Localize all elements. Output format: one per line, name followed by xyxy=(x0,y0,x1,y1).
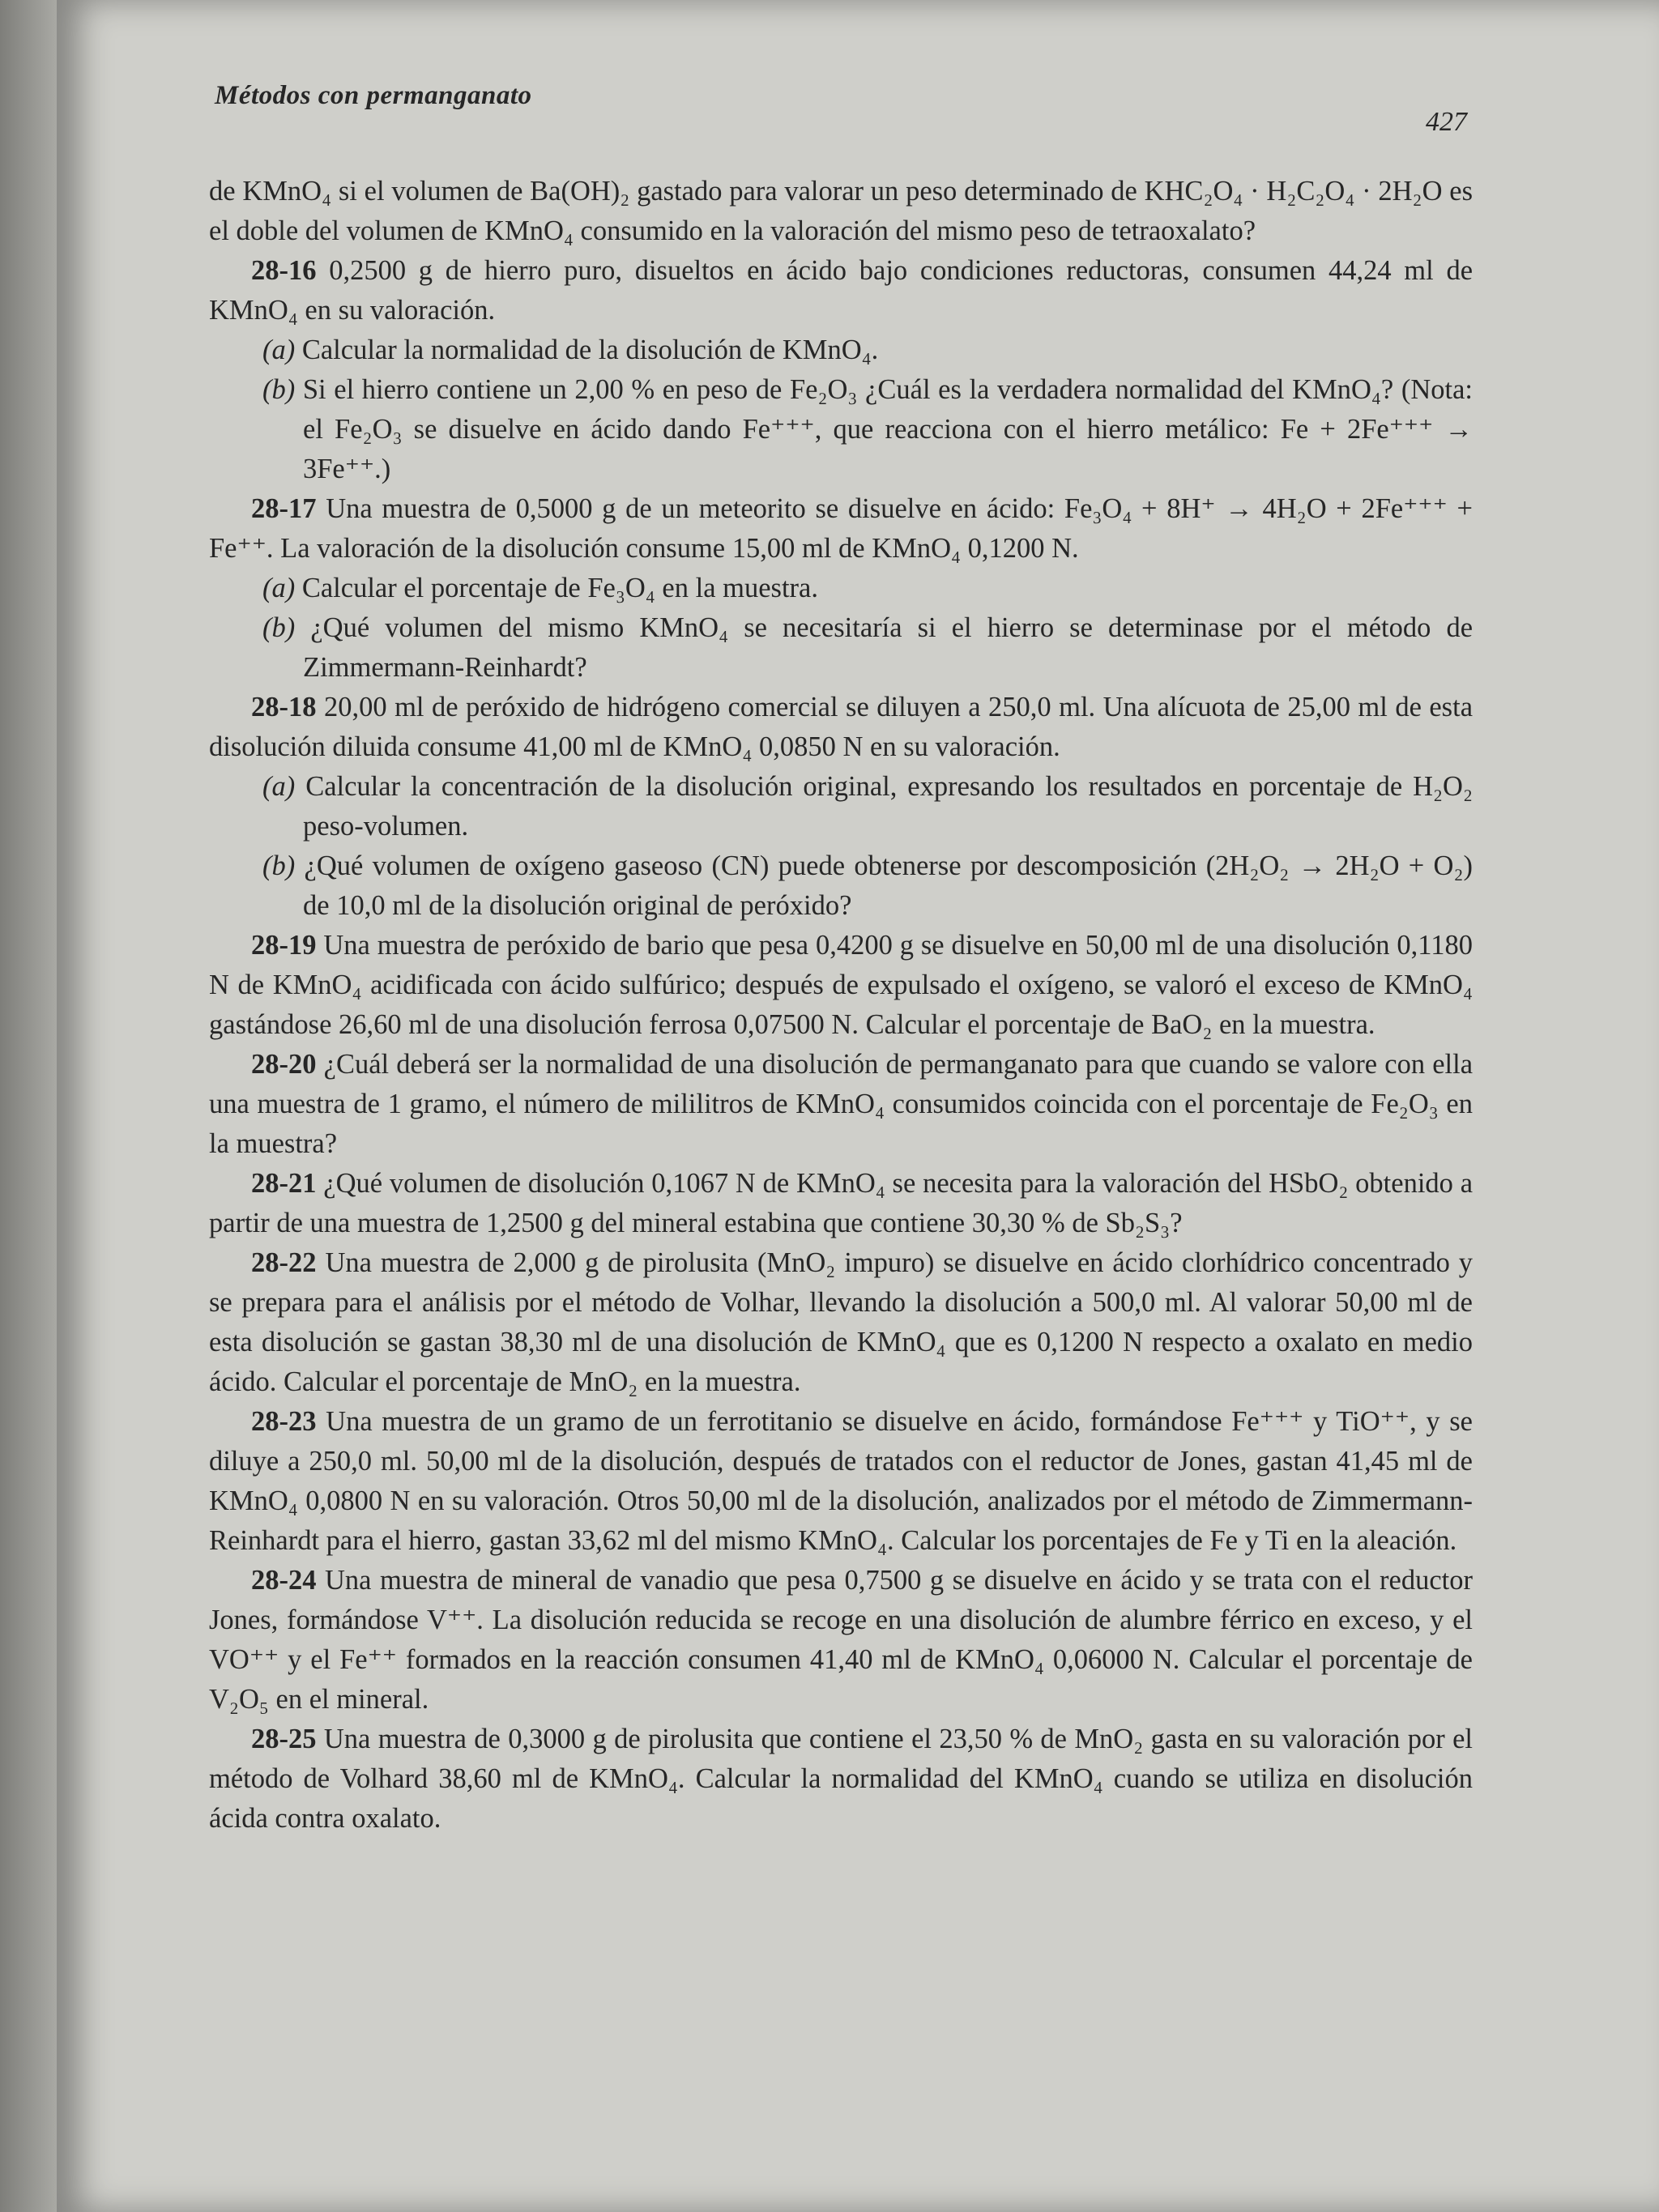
paragraph-text: Una muestra de un gramo de un ferrotitanio se disuelve en ácido, formándose Fe⁺⁺⁺ y TiO⁺⁺, y se diluye a 250,0 ml. 50,00 ml de la disolución, después de tratados con el reductor de Jones, gastan 41,45 ml de KMnO₄ 0,0800 N en su valoración. Otros 50,00 ml de la disolución, analizados por el método de Zimmermann-Reinhardt para el hierro, gastan 33,62 ml del mismo KMnO₄. Calcular los porcentajes de Fe y Ti en la aleación. xyxy=(209,1406,1473,1556)
problem-number: 28-20 xyxy=(251,1049,317,1080)
problem-number: 28-18 xyxy=(251,692,317,722)
problem-number: 28-22 xyxy=(251,1247,317,1278)
subitem-label: (a) xyxy=(262,771,296,802)
problem-subitem xyxy=(209,569,1473,608)
running-head: Métodos con permanganato xyxy=(215,81,532,110)
problem-28-23 xyxy=(209,1402,1473,1561)
subitem-label: (b) xyxy=(262,612,296,643)
paragraph-text: Calcular la normalidad de la disolución de KMnO₄. xyxy=(301,335,879,365)
paragraph-text: Una muestra de peróxido de bario que pesa 0,4200 g se disuelve en 50,00 ml de una disolución 0,1180 N de KMnO₄ acidificada con ácido sulfúrico; después de expulsado el oxígeno, se valoró el exceso de KMnO₄ gastándose 26,60 ml de una disolución ferrosa 0,07500 N. Calcular el porcentaje de BaO₂ en la muestra. xyxy=(209,930,1473,1040)
page-body xyxy=(209,172,1473,1839)
paragraph-text: Una muestra de mineral de vanadio que pesa 0,7500 g se disuelve en ácido y se trata con el reductor Jones, formándose V⁺⁺. La disolución reducida se recoge en una disolución de alumbre férrico en exceso, y el VO⁺⁺ y el Fe⁺⁺ formados en la reacción consumen 41,40 ml de KMnO₄ 0,06000 N. Calcular el porcentaje de V₂O₅ en el mineral. xyxy=(209,1565,1473,1715)
problem-subitem xyxy=(209,767,1473,846)
paragraph-text: Una muestra de 0,3000 g de pirolusita que contiene el 23,50 % de MnO₂ gasta en su valoración por el método de Volhard 38,60 ml de KMnO₄. Calcular la normalidad del KMnO₄ cuando se utiliza en disolución ácida contra oxalato. xyxy=(209,1724,1473,1834)
paragraph-text: 0,2500 g de hierro puro, disueltos en ácido bajo condiciones reductoras, consumen 44,24 ml de KMnO₄ en su valoración. xyxy=(209,255,1473,326)
book-gutter xyxy=(0,0,57,2212)
problem-28-18 xyxy=(209,688,1473,767)
paragraph-text: de KMnO₄ si el volumen de Ba(OH)₂ gastado para valorar un peso determinado de KHC₂O₄ · H₂C₂O₄ · 2H₂O es el doble del volumen de KMnO₄ consumido en la valoración del mismo peso de tetraoxalato? xyxy=(209,176,1473,246)
problem-28-20 xyxy=(209,1045,1473,1164)
paragraph-text: 20,00 ml de peróxido de hidrógeno comercial se diluyen a 250,0 ml. Una alícuota de 25,00 ml de esta disolución diluida consume 41,00 ml de KMnO₄ 0,0850 N en su valoración. xyxy=(209,692,1473,762)
problem-subitem xyxy=(209,846,1473,926)
problem-number: 28-21 xyxy=(251,1168,317,1199)
problem-28-17 xyxy=(209,489,1473,569)
problem-number: 28-19 xyxy=(251,930,317,961)
subitem-label: (a) xyxy=(262,335,296,365)
problem-28-16 xyxy=(209,251,1473,330)
paragraph-text: Calcular la concentración de la disolución original, expresando los resultados en porcentaje de H₂O₂ peso-volumen. xyxy=(303,771,1473,842)
problem-28-24 xyxy=(209,1561,1473,1720)
problem-28-22 xyxy=(209,1243,1473,1402)
problem-subitem xyxy=(209,370,1473,489)
book-page xyxy=(57,0,1659,2212)
paragraph-text: ¿Cuál deberá ser la normalidad de una disolución de permanganato para que cuando se valore con ella una muestra de 1 gramo, el número de mililitros de KMnO₄ consumidos coincida con el porcentaje de Fe₂O₃ en la muestra? xyxy=(209,1049,1473,1159)
problem-number: 28-16 xyxy=(251,255,317,286)
problem-subitem xyxy=(209,608,1473,688)
paragraph-text: Una muestra de 2,000 g de pirolusita (MnO₂ impuro) se disuelve en ácido clorhídrico concentrado y se prepara para el análisis por el método de Volhar, llevando la disolución a 500,0 ml. Al valorar 50,00 ml de esta disolución se gastan 38,30 ml de una disolución de KMnO₄ que es 0,1200 N respecto a oxalato en medio ácido. Calcular el porcentaje de MnO₂ en la muestra. xyxy=(209,1247,1473,1397)
problem-28-19 xyxy=(209,926,1473,1045)
paragraph-text: ¿Qué volumen de disolución 0,1067 N de KMnO₄ se necesita para la valoración del HSbO₂ obtenido a partir de una muestra de 1,2500 g del mineral estabina que contiene 30,30 % de Sb₂S₃? xyxy=(209,1168,1473,1238)
paragraph-text: Calcular el porcentaje de Fe₃O₄ en la muestra. xyxy=(301,573,818,603)
subitem-label: (b) xyxy=(262,374,296,405)
subitem-label: (a) xyxy=(262,573,296,603)
page-number: 427 xyxy=(1426,107,1467,137)
problem-number: 28-23 xyxy=(251,1406,317,1437)
problem-number: 28-24 xyxy=(251,1565,317,1596)
problem-number: 28-25 xyxy=(251,1724,317,1754)
paragraph-text: Si el hierro contiene un 2,00 % en peso de Fe₂O₃ ¿Cuál es la verdadera normalidad del KMnO₄? (Nota: el Fe₂O₃ se disuelve en ácido dando Fe⁺⁺⁺, que reacciona con el hierro metálico: Fe + 2Fe⁺⁺⁺ → 3Fe⁺⁺.) xyxy=(302,374,1473,484)
paragraph-text: Una muestra de 0,5000 g de un meteorito se disuelve en ácido: Fe₃O₄ + 8H⁺ → 4H₂O + 2Fe⁺⁺⁺ + Fe⁺⁺. La valoración de la disolución consume 15,00 ml de KMnO₄ 0,1200 N. xyxy=(209,493,1473,564)
continued-text xyxy=(209,172,1473,251)
paragraph-text: ¿Qué volumen del mismo KMnO₄ se necesitaría si el hierro se determinase por el método de Zimmermann-Reinhardt? xyxy=(303,612,1473,683)
problem-number: 28-17 xyxy=(251,493,317,524)
problem-28-21 xyxy=(209,1164,1473,1243)
problem-28-25 xyxy=(209,1720,1473,1839)
subitem-label: (b) xyxy=(262,850,296,881)
paragraph-text: ¿Qué volumen de oxígeno gaseoso (CN) puede obtenerse por descomposición (2H₂O₂ → 2H₂O + O₂) de 10,0 ml de la disolución original de peróxido? xyxy=(303,850,1473,921)
problem-subitem xyxy=(209,330,1473,370)
